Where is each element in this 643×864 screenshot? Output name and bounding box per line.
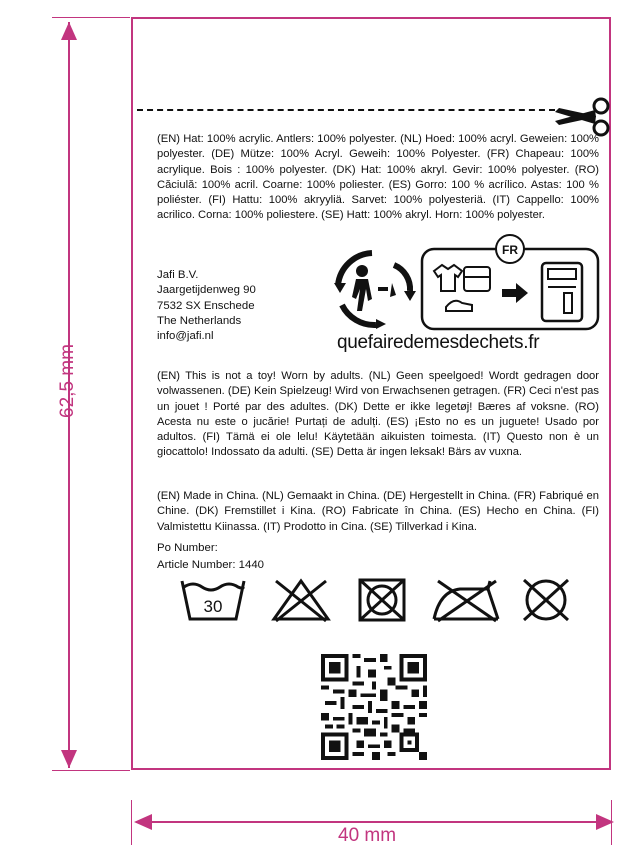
care-symbols	[178, 577, 588, 627]
wash-30-icon	[178, 577, 248, 623]
height-arrow-top	[60, 22, 78, 44]
fr-badge: FR	[502, 243, 518, 257]
width-label: 40 mm	[338, 825, 397, 846]
article-number: Article Number: 1440	[157, 559, 264, 571]
care-label	[131, 17, 611, 770]
height-tick-top	[52, 17, 130, 18]
width-tick-left	[131, 800, 132, 845]
origin-text: (EN) Made in China. (NL) Gemaakt in China. (DE) Hergestellt in China. (FR) Fabriqué en Chine. (DK) Fremstillet i Kina. (RO) Fabricate în China. (ES) Hecho en China. (FI) Valmistettu Kiinassa. (IT) Prodotto in Cina. (SE) Tillverkad i Kina.	[157, 490, 599, 533]
width-arrow-right	[594, 813, 616, 831]
triman-recycling-icon	[332, 249, 416, 329]
triman-url[interactable]: quefairedemesdechets.fr	[337, 332, 540, 353]
height-arrow-bottom	[60, 748, 78, 770]
composition-text: (EN) Hat: 100% acrylic. Antlers: 100% polyester. (NL) Hoed: 100% acryl. Geweien: 100% polyester. (DE) Mütze: 100% Acryl. Geweih: 100% Polyester. (FR) Chapeau: 100% acrylique. Bois : 100% polyester. (DK) Hat: 100% akryl. Gevir: 100% polyester. (RO) Căciulă: 100% acril. Coarne: 100% poliester. (ES) Gorro: 100 % acrílico. Astas: 100 % poliéster. (FI) Hattu: 100% akryyliä. Sarvet: 100% polyesteriä. (IT) Cappello: 100% acrilico. Corna: 100% poliestere. (SE) Hatt: 100% akryl. Horn: 100% polyester.	[157, 133, 599, 222]
address-city: 7532 SX Enschede	[157, 299, 255, 312]
company-name: Jafi B.V.	[157, 269, 199, 281]
no-tumble-dry-icon	[356, 577, 408, 623]
width-tick-right	[611, 800, 612, 845]
cut-line	[137, 109, 555, 111]
width-dimension-line	[136, 821, 612, 823]
height-tick-bottom	[52, 770, 130, 771]
no-bleach-icon	[270, 577, 332, 623]
no-dry-clean-icon	[516, 577, 576, 623]
width-arrow-left	[134, 813, 156, 831]
qr-code[interactable]	[320, 654, 428, 760]
height-label: 62,5 mm	[57, 344, 78, 418]
po-number: Po Number:	[157, 542, 218, 554]
no-iron-icon	[430, 577, 504, 623]
triman-sorting-box	[420, 233, 600, 331]
address-country: The Netherlands	[157, 314, 242, 327]
address-block	[157, 268, 256, 344]
address-email: info@jafi.nl	[157, 330, 214, 343]
warning-text: (EN) This is not a toy! Worn by adults. (NL) Geen speelgoed! Wordt gedragen door volwassenen. (DE) Kein Spielzeug! Wird von Erwachsenen getragen. (FR) Ceci n'est pas un jouet ! Porté par des adultes. (DK) Dette er ikke legetøj! Bæres af voksne. (RO) Acesta nu este o jucărie! Purtați de adulți. (ES) ¡Esto no es un juguete! Usado por adultos. (FI) Tämä ei ole lelu! Käytetään aikuisten toimesta. (IT) Questo non è un giocattolo! Indossato da adulti. (SE) Detta är ingen leksak! Bärs av vuxna.	[157, 370, 599, 459]
wash-temp: 30	[203, 597, 223, 616]
address-street: Jaargetijdenweg 90	[157, 284, 256, 297]
